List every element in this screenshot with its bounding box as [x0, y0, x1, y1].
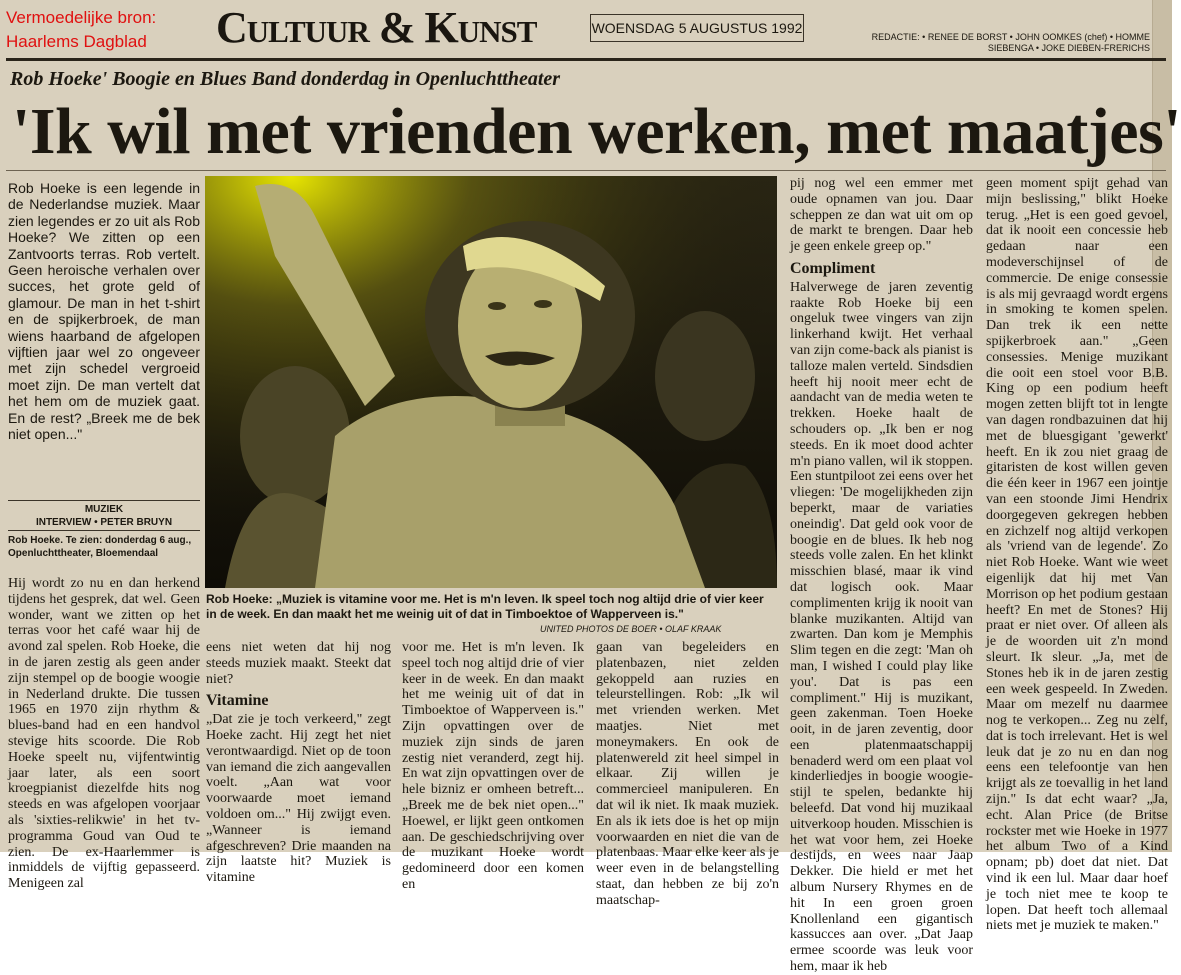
headline-rule	[6, 170, 1166, 171]
article-column-1	[8, 576, 200, 892]
subheading-compliment: Compliment	[790, 259, 876, 277]
article-column-4	[596, 640, 779, 908]
article-column-6	[986, 176, 1168, 934]
credit-section: MUZIEK	[84, 504, 124, 515]
photo-credit: UNITED PHOTOS DE BOER • OLAF KRAAK	[540, 624, 722, 634]
credit-info: Rob Hoeke. Te zien: donderdag 6 aug., Openluchttheater, Bloemendaal	[8, 535, 192, 559]
credit-byline: INTERVIEW • PETER BRUYN	[8, 516, 200, 531]
photo-caption: Rob Hoeke: „Muziek is vitamine voor me. Het is m'n leven. Ik speel toch nog altijd drie of vier keer in de week. En dan maakt het me weinig uit of dat in Timboektoe of Wapperveen is."	[206, 592, 764, 621]
kicker-line: Rob Hoeke' Boogie en Blues Band donderdag in Openluchttheater	[10, 68, 561, 90]
column-4-text: gaan van begeleiders en platenbazen, niet zelden gekoppeld aan ruzies en teleurstellingen. Rob: „Ik wil met vrienden werken. Met maatjes. Niet met moneymakers. En ook de platenwereld zit heel simpel in elkaar. Zij willen je commercieel manipuleren. En dat wil ik niet. Ik maak muziek. En als ik iets doe is het op mijn voorwaarden en niet die van de platenbaas. Maar elke keer als je weer even in de belangstelling staat, dan hebben ze bij zo'n maatschap-	[596, 640, 779, 908]
source-label: Vermoedelijke bron: Haarlems Dagblad	[6, 8, 157, 51]
subheading-vitamine: Vitamine	[206, 692, 269, 710]
article-credit	[8, 500, 200, 560]
article-column-2	[206, 640, 391, 886]
rob-hoeke-photo-illustration	[205, 176, 777, 588]
column-2-text-a: eens niet weten dat hij nog steeds muziek maakt. Steekt dat niet?	[206, 640, 391, 687]
intro-paragraph: Rob Hoeke is een legende in de Nederlandse muziek. Maar zien legendes er zo uit als Rob Hoeke? We zitten op een Zantvoorts terras. Rob vertelt. Geen heroische verhalen over succes, het grote geld of glamour. De man in het t-shirt en de spijkerbroek, de man wiens haarband de afgelopen vijftien jaar wel zo ongeveer met zijn schedel vergroeid moet zijn. De man vertelt dat het hem om de muziek gaat. En de rest? „Breek me de bek niet open..."	[8, 180, 200, 443]
column-1-text: Hij wordt zo nu en dan herkend tijdens het gesprek, dat wel. Geen wonder, want we zitten op het terras voor het café waar hij de avond zal spelen. Rob Hoeke, die in de jaren zestig als geen ander zijn stempel op de boogie woogie in Nederland drukte. Die tussen 1965 en 1970 zijn rhythm & blues-band had en een handvol stevige hits scoorde. Die Rob Hoeke speelt nu, vijfentwintig jaar later, als een soort kroegpianist diezelfde hits nog steeds en was afgelopen voorjaar als 'sixties-relikwie' in het tv-programma Goud van Oud te zien. De ex-Haarlemmer is inmiddels de vijftig gepasseerd. Menigeen zal	[8, 576, 200, 892]
headline: 'Ik wil met vrienden werken, met maatjes'	[12, 95, 1181, 168]
editorial-staff: REDACTIE: • RENEE DE BORST • JOHN OOMKES (chef) • HOMME SIEBENGA • JOKE DIEBEN-FRERICHS	[871, 32, 1150, 53]
article-column-3	[402, 640, 584, 892]
article-column-5	[790, 176, 973, 975]
masthead-rule	[6, 58, 1166, 61]
column-2-text-b: „Dat zie je toch verkeerd," zegt Hoeke zacht. Hij zegt het niet verontwaardigd. Niet op de toon van iemand die zich aangevallen voelt. „Aan wat voor voorwaarde moet iemand voldoen om..." Hij zwijgt even. „Wanneer is iemand afgeschreven? Drie maanden na zijn laatste hit? Muziek is vitamine	[206, 712, 391, 886]
column-6-text: geen moment spijt gehad van mijn beslissing," blikt Hoeke terug. „Het is een goed gevoel, dat ik nooit een concessie heb gedaan naar een modeverschijnsel of de commercie. De enige consessie is als mij gevraagd wordt ergens in smoking te komen spelen. Dan trek ik een nette spijkerbroek aan." „Geen consessies. Menige muzikant die ooit een stoel voor B.B. King op een podium heeft mogen zetten blijft tot in lengte van dagen rondbazuinen dat hij met de bluesgigant 'gewerkt' heeft. En ik zou niet graag de gitaristen de kost willen geven die één keer in 1967 een jointje van een stoonde Jimi Hendrix doorgegeven gekregen hebben en zichzelf nog altijd verkopen als 'vriend van de legende'. Zo niet Rob Hoeke. Want wie weet eigenlijk dat hij met Van Morrison op het podium gestaan heeft? En met de Stones? Hij praat er niet over. Of alleen als je de woorden uit z'n mond sleurt. Ik sleur. „Ja, met de Stones heb ik in de jaren zestig een week gespeeld. In Zweden. Maar om mezelf nu daarmee nog te verkopen... Zeg nu zelf, dat is toch irrelevant. Het is wel leuk dat je zo nu en dan nog eens een telefoontje van hen krijgt als ze toevallig in het land zijn." Is dat echt waar? „Ja, echt. Alan Price (de Britse rockster met wie Hoeke in 1977 het album Two of a Kind opnam; pb) doet dat niet. Dat vind ik een lul. Maar daar hoef je toch niet mee te koop te lopen. Dat heeft toch allemaal niets met je muziek te maken."	[986, 176, 1168, 934]
article-photo	[205, 176, 777, 588]
column-3-text: voor me. Het is m'n leven. Ik speel toch nog altijd drie of vier keer in de week. En dan maakt het me weinig uit of dat in Timboektoe of Wapperveen is." Zijn opvattingen over de muziek zijn sinds de jaren zestig niet veranderd, zegt hij. En wat zijn opvattingen over de hele bizniz er omheen betreft... „Breek me de bek niet open..." Hoewel, er lijkt geen ontkomen aan. De geschiedschrijving over de muzikant Hoeke wordt gedomineerd door een komen en	[402, 640, 584, 892]
section-masthead: Cultuur & Kunst	[216, 3, 537, 52]
issue-date: WOENSDAG 5 AUGUSTUS 1992	[590, 14, 804, 42]
column-5-text-b: Halverwege de jaren zeventig raakte Rob Hoeke bij een ongeluk twee vingers van zijn linkerhand kwijt. Het verhaal van zijn come-back als pianist is talloze malen verteld. Sindsdien heeft hij nooit meer echt de aandacht van de media weten te trekken. Hoeke haalt de schouders op. „Ik ben er nog steeds. En ik moet dood achter m'n piano vallen, wil ik stoppen. Een stuntpiloot zei eens over het vliegen: 'De mogelijkheden zijn beperkt, maar de variaties oneindig'. Dat geld ook voor de boogie en de blues. Ik heb nog steeds volle zalen. En het klinkt misschien blasé, maar ik vind dat logisch ook. Maar complimenten krijg ik nooit van blanke muzikanten. Altijd van zwarten. Dan kom je Memphis Slim tegen en die zegt: 'Man oh man, I wished I could play like you'. Dat is pas een compliment." Hij is muzikant, geen zakenman. Toen Hoeke ooit, in de jaren zeventig, door een platenmaatschappij benaderd werd om een plaat vol kinderliedjes in boogie woogie-stijl te spelen, bedankte hij beleefd. Dat vond hij muzikaal uitverkoop houden. Misschien is het wat voor hem, zei Hoeke destijds, en wees naar Jaap Dekker. Die hield er met het album Nursery Rhymes en de hit In een groen groen Knollenland een gigantisch kassucces aan over. „Dat Jaap ermee scoorde was leuk voor hem, maar ik heb	[790, 279, 973, 975]
column-5-text-a: pij nog wel een emmer met oude opnamen van jou. Daar scheppen ze dan wat uit om op de markt te brengen. Daar heb je geen enkele greep op."	[790, 176, 973, 255]
